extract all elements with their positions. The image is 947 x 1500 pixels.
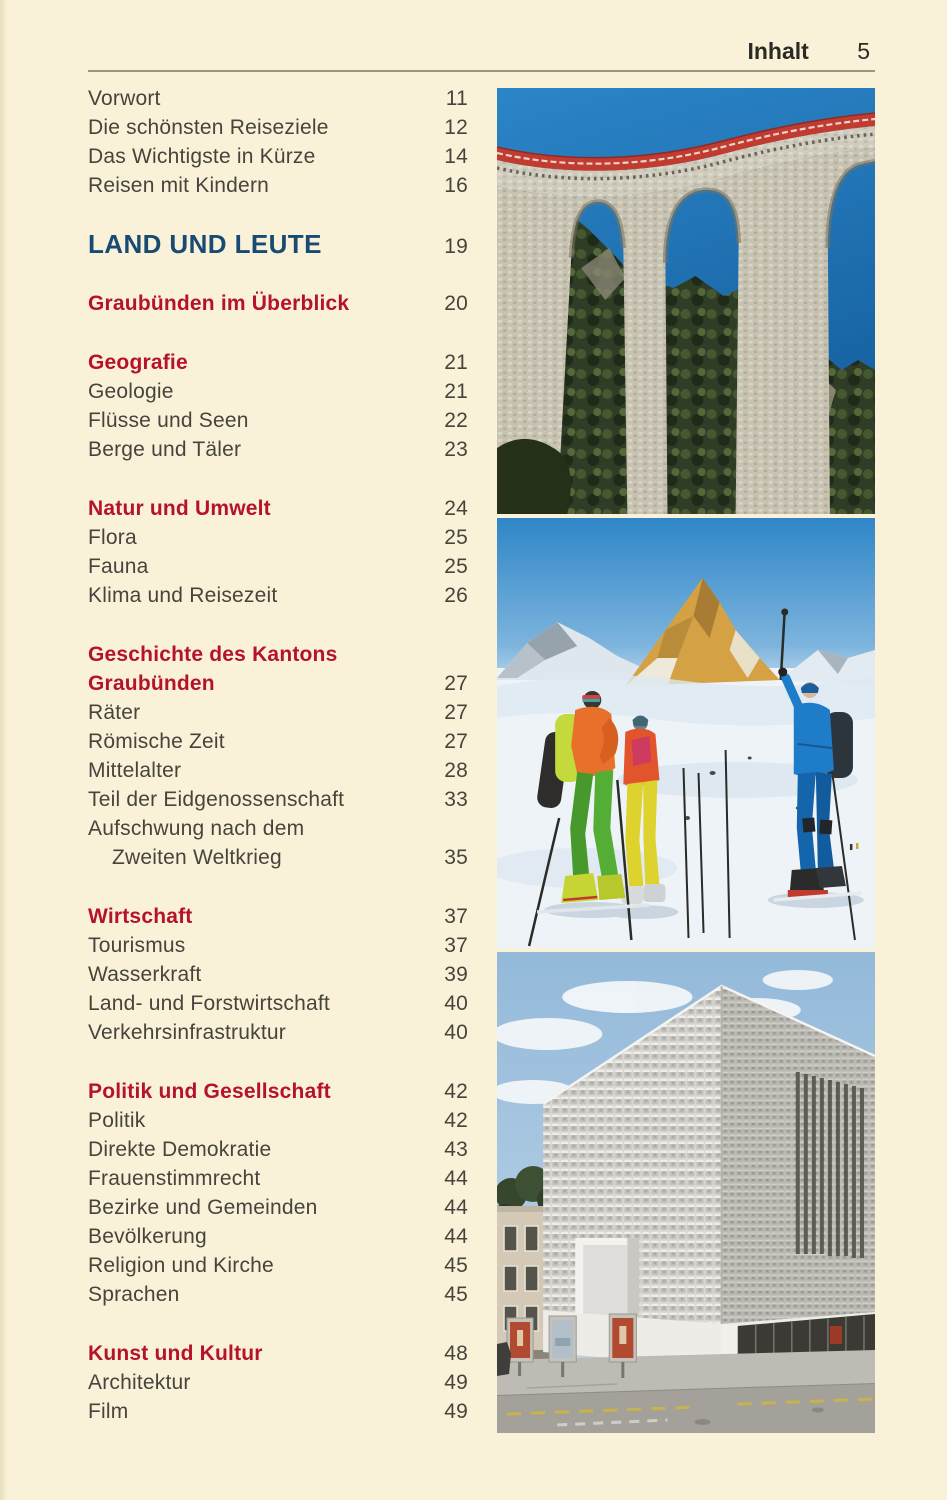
header-page-number: 5 (857, 38, 870, 64)
toc-group (88, 494, 468, 610)
toc-entry-label: Flora (88, 526, 137, 549)
toc-entry-row (88, 552, 468, 581)
toc-entry-label: Land- und Forstwirtschaft (88, 992, 330, 1015)
toc-entry-label: Geschichte des Kantons (88, 643, 338, 666)
toc-entry-label: Verkehrsinfrastruktur (88, 1021, 286, 1044)
toc-entry-page: 33 (444, 788, 468, 811)
toc-entry-page: 21 (444, 380, 468, 403)
toc-entry-row (88, 1135, 468, 1164)
toc-section-row (88, 902, 468, 931)
toc-entry-label: Sprachen (88, 1283, 180, 1306)
window-slots (796, 1072, 864, 1258)
toc-entry-row (88, 435, 468, 464)
toc-entry-label: Reisen mit Kindern (88, 174, 270, 197)
toc-entry-row (88, 1106, 468, 1135)
toc-entry-page: 40 (444, 992, 468, 1015)
toc-entry-label: Wasserkraft (88, 963, 202, 986)
toc-entry-label: Räter (88, 701, 141, 724)
toc-entry-label: Politik und Gesellschaft (88, 1080, 331, 1103)
toc-entry-label: Natur und Umwelt (88, 497, 271, 520)
toc-entry-row (88, 113, 468, 142)
toc-group (88, 348, 468, 464)
toc-entry-page: 45 (444, 1254, 468, 1277)
toc-section-row (88, 494, 468, 523)
toc-entry-row (88, 581, 468, 610)
toc-entry-label: Tourismus (88, 934, 186, 957)
toc-entry-page: 35 (444, 846, 468, 869)
toc-entry-label: Religion und Kirche (88, 1254, 274, 1277)
toc (88, 84, 468, 1426)
toc-entry-label: Klima und Reisezeit (88, 584, 278, 607)
toc-entry-page: 11 (445, 87, 468, 110)
toc-entry-row (88, 1193, 468, 1222)
toc-entry-page: 42 (444, 1080, 468, 1103)
toc-entry-label: LAND UND LEUTE (88, 229, 322, 259)
header-title: Inhalt (747, 38, 809, 64)
toc-entry-row (88, 1222, 468, 1251)
toc-entry-page: 23 (444, 438, 468, 461)
ski-tourers-illustration (497, 518, 875, 948)
page-header (88, 38, 875, 65)
toc-entry-label: Aufschwung nach dem (88, 817, 305, 840)
toc-entry-label: Flüsse und Seen (88, 409, 249, 432)
toc-entry-page: 44 (444, 1167, 468, 1190)
toc-entry-page: 45 (444, 1283, 468, 1306)
page-edge-shading (0, 0, 8, 1500)
toc-entry-page: 14 (444, 145, 468, 168)
ski-tourers-mountain-photo (497, 518, 875, 948)
toc-entry-page: 16 (444, 174, 468, 197)
toc-entry-label: Bevölkerung (88, 1225, 207, 1248)
toc-entry-page: 12 (444, 116, 468, 139)
toc-entry-row (88, 1164, 468, 1193)
toc-entry-row (88, 931, 468, 960)
toc-entry-page: 19 (444, 235, 468, 258)
toc-entry-page: 42 (444, 1109, 468, 1132)
toc-entry-page: 27 (444, 701, 468, 724)
toc-entry-page: 26 (444, 584, 468, 607)
toc-entry-label: Geologie (88, 380, 174, 403)
toc-entry-label: Wirtschaft (88, 905, 193, 928)
toc-entry-row (88, 84, 468, 113)
toc-group (88, 1339, 468, 1426)
toc-entry-row (88, 406, 468, 435)
toc-entry-label: Das Wichtigste in Kürze (88, 145, 316, 168)
toc-entry-label: Geografie (88, 351, 188, 374)
toc-entry-page: 37 (444, 934, 468, 957)
toc-entry-row (88, 1251, 468, 1280)
toc-entry-page: 37 (444, 905, 468, 928)
toc-entry-page: 27 (444, 730, 468, 753)
toc-entry-page: 27 (444, 672, 468, 695)
toc-entry-row (88, 171, 468, 200)
header-rule (88, 70, 875, 72)
toc-entry-label: Römische Zeit (88, 730, 225, 753)
toc-entry-page: 25 (444, 526, 468, 549)
toc-entry-label: Die schönsten Reiseziele (88, 116, 329, 139)
toc-entry-label: Film (88, 1400, 129, 1423)
toc-entry-label: Berge und Täler (88, 438, 242, 461)
toc-group (88, 289, 468, 318)
toc-entry-label: Mittelalter (88, 759, 182, 782)
toc-group (88, 902, 468, 1047)
toc-section-row (88, 1339, 468, 1368)
toc-section-row (88, 640, 468, 669)
toc-entry-label: Graubünden (88, 672, 215, 695)
toc-entry-label: Architektur (88, 1371, 191, 1394)
toc-entry-row (88, 1018, 468, 1047)
toc-entry-row (88, 1397, 468, 1426)
toc-entry-page: 48 (444, 1342, 468, 1365)
toc-section-row (88, 289, 468, 318)
toc-section-row (88, 1077, 468, 1106)
toc-section-row (88, 669, 468, 698)
toc-entry-label: Fauna (88, 555, 149, 578)
art-museum-cube-building-photo (497, 952, 875, 1433)
toc-entry-page: 49 (444, 1371, 468, 1394)
landwasser-viaduct-train-photo (497, 88, 875, 514)
toc-entry-label: Politik (88, 1109, 146, 1132)
toc-group (88, 1077, 468, 1309)
toc-entry-row (88, 698, 468, 727)
toc-entry-row (88, 843, 468, 872)
toc-entry-row (88, 377, 468, 406)
toc-group (88, 84, 468, 200)
museum-cube-illustration (497, 952, 875, 1433)
toc-section-row (88, 348, 468, 377)
toc-entry-page: 28 (444, 759, 468, 782)
toc-entry-page: 21 (444, 351, 468, 374)
toc-entry-row (88, 727, 468, 756)
toc-entry-label: Graubünden im Überblick (88, 292, 350, 315)
toc-entry-row (88, 960, 468, 989)
toc-entry-page: 20 (444, 292, 468, 315)
toc-entry-page: 49 (444, 1400, 468, 1423)
toc-entry-label: Zweiten Weltkrieg (112, 846, 282, 869)
toc-entry-label: Vorwort (88, 87, 161, 110)
toc-entry-row (88, 1280, 468, 1309)
toc-chapter-row (88, 230, 468, 259)
toc-entry-page: 40 (444, 1021, 468, 1044)
toc-entry-page: 22 (444, 409, 468, 432)
viaduct-illustration (497, 88, 875, 514)
toc-entry-label: Teil der Eidgenossenschaft (88, 788, 345, 811)
toc-group (88, 230, 468, 259)
toc-entry-row (88, 785, 468, 814)
toc-group (88, 640, 468, 872)
toc-entry-label: Kunst und Kultur (88, 1342, 263, 1365)
toc-entry-row (88, 523, 468, 552)
toc-entry-page: 44 (444, 1225, 468, 1248)
toc-entry-row (88, 814, 468, 843)
toc-entry-page: 24 (444, 497, 468, 520)
toc-entry-page: 39 (444, 963, 468, 986)
toc-entry-row (88, 142, 468, 171)
toc-entry-row (88, 756, 468, 785)
toc-entry-row (88, 989, 468, 1018)
toc-entry-page: 43 (444, 1138, 468, 1161)
toc-entry-page: 25 (444, 555, 468, 578)
toc-entry-row (88, 1368, 468, 1397)
toc-entry-page: 44 (444, 1196, 468, 1219)
toc-entry-label: Direkte Demokratie (88, 1138, 272, 1161)
toc-entry-label: Frauenstimmrecht (88, 1167, 261, 1190)
toc-entry-label: Bezirke und Gemeinden (88, 1196, 318, 1219)
